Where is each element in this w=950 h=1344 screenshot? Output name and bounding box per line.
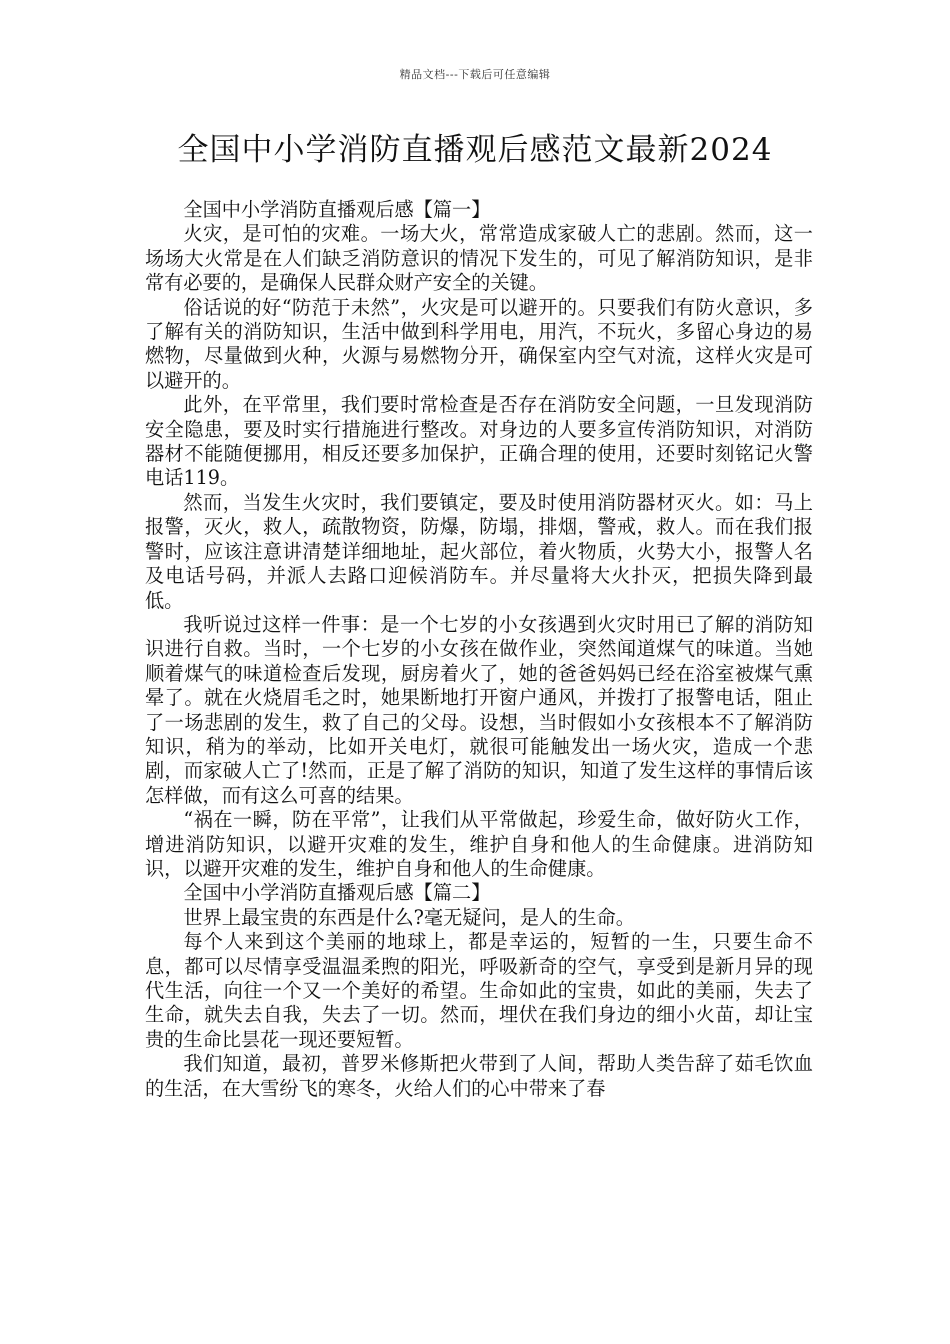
paragraph: 世界上最宝贵的东西是什么?毫无疑问，是人的生命。 bbox=[183, 905, 635, 929]
paragraph: “祸在一瞬，防在平常”，让我们从平常做起，珍爱生命，做好防火工作，增进消防知识，以避开灾难的发生，维护自身和他人的生命健康。进消防知识，以避开灾难的发生，维护自身和他人的生命健康。 bbox=[145, 808, 813, 880]
paragraph: 此外，在平常里，我们要时常检查是否存在消防安全问题，一旦发现消防安全隐患，要及时实行措施进行整改。对身边的人要多宣传消防知识，对消防器材不能随便挪用，相反还要多加保护，正确合理的使用，还要时刻铭记火警电话119。 bbox=[145, 393, 813, 490]
header-note: 精品文档---下载后可任意编辑 bbox=[399, 68, 551, 81]
paragraph: 我听说过这样一件事：是一个七岁的小女孩遇到火灾时用已了解的消防知识进行自救。当时，一个七岁的小女孩在做作业，突然闻道煤气的味道。当她顺着煤气的味道检查后发现，厨房着火了，她的爸爸妈妈已经在浴室被煤气熏晕了。就在火烧眉毛之时，她果断地打开窗户通风，并拨打了报警电话，阻止了一场悲剧的发生，救了自己的父母。设想，当时假如小女孩根本不了解消防知识，稍为的举动，比如开关电灯，就很可能触发出一场火灾，造成一个悲剧，而家破人亡了!然而，正是了解了消防的知识，知道了发生这样的事情后该怎样做，而有这么可喜的结果。 bbox=[145, 612, 813, 807]
section-heading-2: 全国中小学消防直播观后感【篇二】 bbox=[183, 881, 491, 905]
page-title: 全国中小学消防直播观后感范文最新2024 bbox=[177, 132, 773, 168]
document-body bbox=[145, 198, 813, 1101]
section-heading-1: 全国中小学消防直播观后感【篇一】 bbox=[183, 198, 491, 221]
paragraph: 火灾，是可怕的灾难。一场大火，常常造成家破人亡的悲剧。然而，这一场场大火常是在人们缺乏消防意识的情况下发生的，可见了解消防知识，是非常有必要的，是确保人民群众财产安全的关键。 bbox=[145, 222, 813, 295]
paragraph: 然而，当发生火灾时，我们要镇定，要及时使用消防器材灭火。如：马上报警，灭火，救人，疏散物资，防爆，防塌，排烟，警戒，救人。而在我们报警时，应该注意讲清楚详细地址，起火部位，着火物质，火势大小，报警人名及电话号码，并派人去路口迎候消防车。并尽量将大火扑灭，把损失降到最低。 bbox=[145, 490, 813, 612]
paragraph: 俗话说的好“防范于未然”，火灾是可以避开的。只要我们有防火意识，多了解有关的消防知识，生活中做到科学用电，用汽，不玩火，多留心身边的易燃物，尽量做到火种，火源与易燃物分开，确保室内空气对流，这样火灾是可以避开的。 bbox=[145, 295, 813, 392]
paragraph: 每个人来到这个美丽的地球上，都是幸运的，短暂的一生，只要生命不息，都可以尽情享受温温柔煦的阳光，呼吸新奇的空气，享受到是新月异的现代生活，向往一个又一个美好的希望。生命如此的宝贵，如此的美丽，失去了生命，就失去自我，失去了一切。然而，埋伏在我们身边的细小火苗，却让宝贵的生命比昙花一现还要短暂。 bbox=[145, 930, 813, 1051]
paragraph: 我们知道，最初，普罗米修斯把火带到了人间，帮助人类告辞了茹毛饮血的生活，在大雪纷飞的寒冬，火给人们的心中带来了春 bbox=[145, 1052, 813, 1100]
